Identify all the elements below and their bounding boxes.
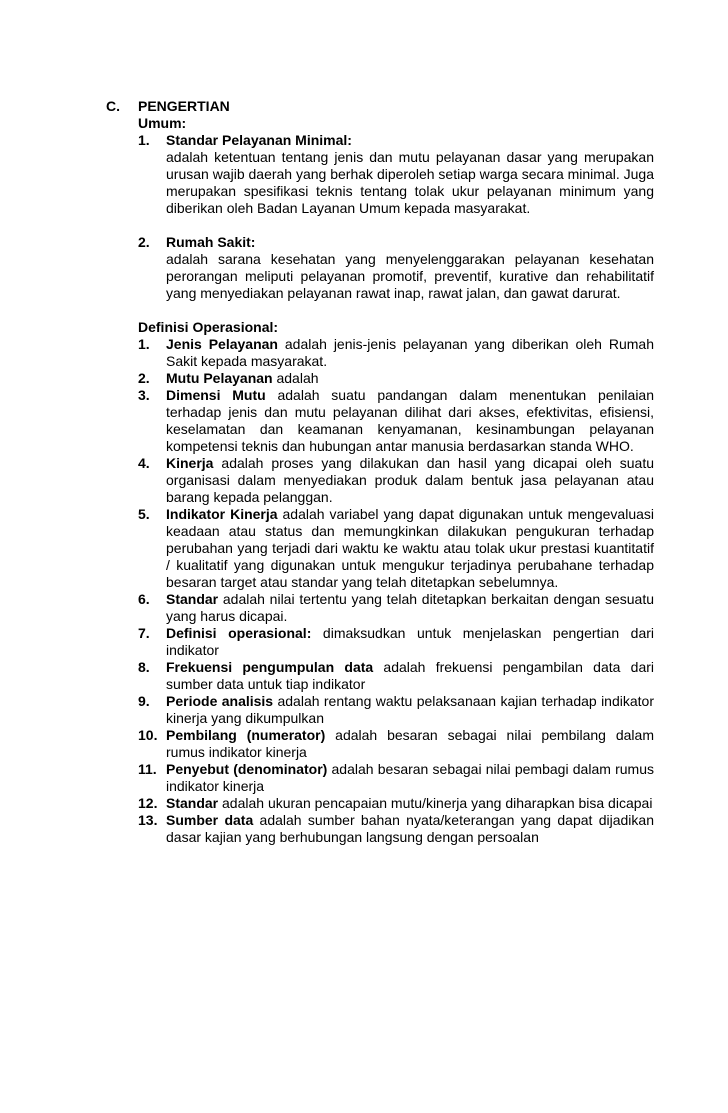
item-text: adalah sumber bahan nyata/keterangan yang dapat dijadikan dasar kajian yang berhubungan langsung dengan persoalan <box>166 812 654 845</box>
item-text: adalah <box>272 370 319 386</box>
item-text: adalah frekuensi pengambilan data dari sumber data untuk tiap indikator <box>166 659 655 692</box>
section-letter: C. <box>106 98 120 114</box>
item-number: 6. <box>138 591 150 607</box>
operasional-item <box>138 591 654 625</box>
operasional-item <box>138 693 654 727</box>
item-text: adalah ketentuan tentang jenis dan mutu pelayanan dasar yang merupakan urusan wajib daerah yang berhak diperoleh setiap warga secara minimal. Juga merupakan spesifikasi teknis tentang tolak ukur pelayanan minimum yang diberikan oleh Badan Layanan Umum kepada masyarakat. <box>166 149 654 216</box>
item-body <box>166 132 654 217</box>
item-term: Standar <box>166 591 219 607</box>
operasional-item <box>138 761 654 795</box>
operasional-item <box>138 812 654 846</box>
item-body <box>166 234 654 302</box>
item-text: adalah ukuran pencapaian mutu/kinerja yang diharapkan bisa dicapai <box>218 795 653 811</box>
item-term: Kinerja <box>166 455 214 471</box>
operasional-item <box>138 387 654 455</box>
item-number: 10. <box>138 727 158 743</box>
item-number: 12. <box>138 795 158 811</box>
item-text: dimaksudkan untuk menjelaskan pengertian dari indikator <box>166 625 655 658</box>
item-term: Frekuensi pengumpulan data <box>166 659 374 675</box>
item-number: 2. <box>138 370 150 386</box>
item-text: adalah besaran sebagai nilai pembilang dalam rumus indikator kinerja <box>166 727 654 760</box>
operasional-item <box>138 506 654 591</box>
item-text: adalah rentang waktu pelaksanaan kajian terhadap indikator kinerja yang dikumpulkan <box>166 693 654 726</box>
operasional-item <box>138 455 654 506</box>
item-number: 3. <box>138 387 150 403</box>
item-number: 11. <box>138 761 157 777</box>
item-term: Sumber data <box>166 812 254 828</box>
section-title: PENGERTIAN <box>138 98 230 114</box>
item-text: adalah suatu pandangan dalam menentukan penilaian terhadap jenis dan mutu pelayanan dilihat dari akses, efektivitas, efisiensi, keselamatan dan keamanan kenyamanan, kesinambungan pelayanan kompetensi teknis dan hubungan antar manusia berdasarkan standa WHO. <box>166 387 655 454</box>
item-term: Dimensi Mutu <box>166 387 266 403</box>
item-number: 1. <box>138 132 150 148</box>
item-text: adalah proses yang dilakukan dan hasil yang dicapai oleh suatu organisasi dalam menyediakan produk dalam bentuk jasa pelayanan atau barang kepada pelanggan. <box>166 455 654 505</box>
item-text: adalah jenis-jenis pelayanan yang diberikan oleh Rumah Sakit kepada masyarakat. <box>166 336 654 369</box>
operasional-item <box>138 625 654 659</box>
item-text: adalah variabel yang dapat digunakan untuk mengevaluasi keadaan atau status dan memungkinkan dilakukan pengukuran terhadap perubahan yang terjadi dari waktu ke waktu atau tolak ukur prestasi kuantitatif / kualitatif yang digunakan untuk mengukur terjadinya perubahane terhadap besaran target atau standar yang telah ditetapkan sebelumnya. <box>166 506 655 590</box>
item-number: 1. <box>138 336 150 352</box>
umum-item <box>138 234 654 302</box>
item-term: Periode analisis <box>166 693 274 709</box>
item-number: 7. <box>138 625 150 641</box>
operasional-item <box>138 795 654 812</box>
operasional-heading: Definisi Operasional: <box>138 319 279 335</box>
item-text: adalah besaran sebagai nilai pembagi dalam rumus indikator kinerja <box>166 761 654 794</box>
item-text: adalah sarana kesehatan yang menyelenggarakan pelayanan kesehatan perorangan meliputi pelayanan promotif, preventif, kurative dan rehabilitatif yang menyediakan pelayanan rawat inap, rawat jalan, dan gawat darurat. <box>166 251 654 301</box>
item-term: Standar <box>166 795 219 811</box>
item-text: adalah nilai tertentu yang telah ditetapkan berkaitan dengan sesuatu yang harus dicapai. <box>166 591 654 624</box>
item-term: Mutu Pelayanan <box>166 370 273 386</box>
item-number: 5. <box>138 506 150 522</box>
item-term: Indikator Kinerja <box>166 506 278 522</box>
item-term: Definisi operasional: <box>166 625 312 641</box>
item-number: 2. <box>138 234 150 250</box>
operasional-item <box>138 336 654 370</box>
item-number: 4. <box>138 455 150 471</box>
item-term: Penyebut (denominator) <box>166 761 328 777</box>
operasional-item <box>138 659 654 693</box>
umum-heading: Umum: <box>138 115 187 131</box>
item-term: Rumah Sakit: <box>166 234 256 250</box>
section-content <box>138 98 654 846</box>
item-number: 13. <box>138 812 158 828</box>
operasional-item <box>138 727 654 761</box>
item-term: Pembilang (numerator) <box>166 727 326 743</box>
operasional-item <box>138 370 654 387</box>
item-number: 8. <box>138 659 150 675</box>
item-number: 9. <box>138 693 150 709</box>
item-term: Standar Pelayanan Minimal: <box>166 132 352 148</box>
umum-item <box>138 132 654 217</box>
item-term: Jenis Pelayanan <box>166 336 278 352</box>
